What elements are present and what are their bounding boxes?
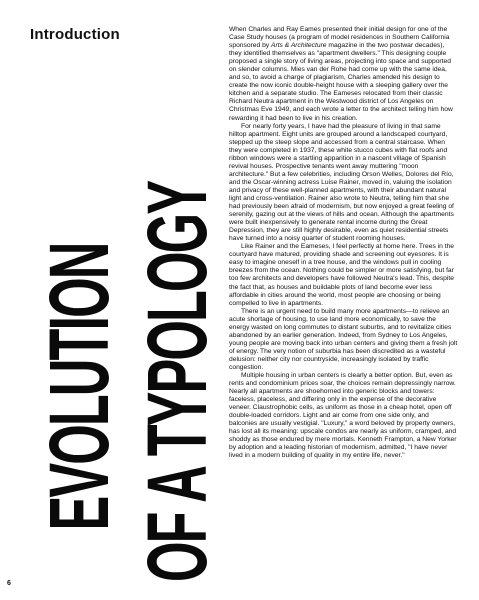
vertical-title-line-2: OF A TYPOLOGY [130, 181, 224, 582]
paragraph-3: Like Rainer and the Eameses, I feel perfectly at home here. Trees in the courtyard have matured, providing shade and screening out eyesores. It is easy to imagine oneself in a tree house, and the windows pull in cooling breezes from the ocean. Nothing could be simpler or more satisfying, but far too few architects and developers have followed Neutra's lead. This, despite the fact that, as houses and buildable plots of land become ever less affordable in cities around the world, most people are choosing or being compelled to live in apartments. [229, 243, 455, 307]
paragraph-2: For nearly forty years, I have had the pleasure of living in that same hilltop apartment. Eight units are grouped around a landscaped courtyard, stepped up the steep slope and accessed from a central staircase. When they were completed in 1937, these white stucco cubes with flat roofs and ribbon windows were a startling apparition in a nascent village of Spanish revival houses. Prospective tenants went away muttering "moon architecture." But a few celebrities, including Orson Welles, Dolores del Río, and the Oscar-winning actress Luise Rainer, moved in, valuing the isolation and privacy of these well-planned apartments, with their abundant natural light and cross-ventilation. Rainer also wrote to Neutra, telling him that she had previously been afraid of modernism, but now enjoyed a great feeling of serenity, gazing out at the views of hills and ocean. Although the apartments were built inexpensively to generate rental income during the Great Depression, they are still highly desirable, even as quiet residential streets have turned into a noisy quarter of student rooming houses. [229, 122, 454, 243]
paragraph-1: When Charles and Ray Eames presented their initial design for one of the Case Study houses (a program of model residences in Southern California sponsored by Arts & Architecture magazine in the two postwar decades), they identified themselves as "apartment dwellers." This designing couple proposed a single story of living areas, projecting into space and supported on slender columns. Mies van der Rohe had come up with the same idea, and so, to avoid a charge of plagiarism, Charles amended his design to create the now iconic double-height house with a sleeping gallery over the kitchen and a separate studio. The Eameses relocated from their classic Richard Neutra apartment in the Westwood district of Los Angeles on Christmas Eve 1949, and each wrote a letter to the architect telling him how rewarding it had been to live in his creation. [229, 26, 453, 122]
paragraph-4: There is an urgent need to build many more apartments—to relieve an acute shortage of housing, to use land more economically, to save the energy wasted on long commutes to distant suburbs, and to revitalize cities abandoned by an earlier generation. Indeed, from Sydney to Los Angeles, young people are moving back into urban centers and giving them a fresh jolt of energy. The very notion of suburbia has been discredited as a wasteful delusion: neither city nor countryside, increasingly isolated by traffic congestion. [229, 307, 458, 371]
vertical-title [30, 34, 226, 582]
page-heading: Introduction [30, 26, 120, 43]
vertical-title-line-1: EVOLUTION [32, 243, 126, 531]
page-number: 6 [7, 580, 11, 587]
body-text-column [229, 26, 458, 461]
paragraph-5: Multiple housing in urban centers is clearly a better option. But, even as rents and condominium prices soar, the choices remain depressingly narrow. Nearly all apartments are shoehorned into generic blocks and towers: faceless, placeless, and differing only in the expense of the decorative veneer. Claustrophobic cells, as uniform as those in a cheap hotel, open off double-loaded corridors. Light and air come from one side only, and balconies are usually vestigial. "Luxury," a word beloved by property owners, has lost all its meaning: upscale condos are nearly as uniform, cramped, and shoddy as those endured by mere mortals. Kenneth Frampton, a New Yorker by adoption and a leading historian of modernism, admitted, "I have never lived in a modern building of quality in my entire life, never." [229, 372, 457, 460]
magazine-title: Arts & Architecture [271, 42, 327, 50]
